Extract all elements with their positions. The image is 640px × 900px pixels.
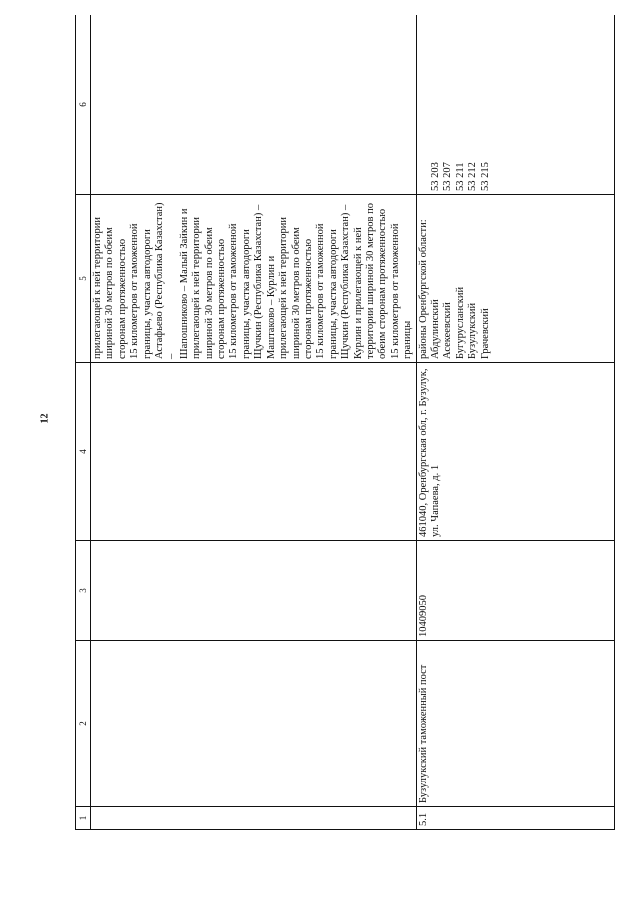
district-code: 53 203 — [429, 162, 441, 191]
header-col-2: 2 — [76, 641, 91, 807]
continuation-line: сторонам протяженностью — [302, 238, 314, 359]
continuation-line: Курлин и прилегающей к ней — [352, 227, 364, 359]
district-list — [430, 198, 492, 359]
table-wrapper — [75, 15, 615, 830]
cont-cell-4 — [91, 363, 417, 541]
continuation-text — [92, 198, 415, 359]
district-code: 53 207 — [442, 162, 454, 191]
continuation-line: сторонам протяженностью — [216, 238, 228, 359]
continuation-line: 15 километров от таможенной — [129, 223, 141, 359]
table-row — [416, 15, 614, 830]
header-col-4: 4 — [76, 363, 91, 541]
continuation-line: прилегающей к ней территории — [278, 217, 290, 359]
continuation-line: Щучкин (Республика Казахстан) – — [340, 204, 352, 359]
district-code: 53 215 — [479, 162, 491, 191]
district-code: 53 211 — [454, 162, 466, 191]
continuation-line: Шапошниково – Малый Зайкин и — [178, 208, 190, 359]
header-col-1: 1 — [76, 807, 91, 830]
district-name: Асекеевский — [442, 302, 454, 359]
page-number: 12 — [39, 413, 51, 424]
customs-table — [75, 15, 615, 830]
continuation-line: шириной 30 метров по обеим — [104, 227, 116, 359]
continuation-line: границы — [402, 320, 414, 359]
cont-cell-2 — [91, 641, 417, 807]
post-code: 10409050 — [416, 541, 614, 641]
cont-cell-6 — [91, 15, 417, 195]
header-col-5: 5 — [76, 195, 91, 363]
continuation-line: прилегающей к ней территории — [92, 217, 103, 359]
continuation-line: границы, участка автодороги — [141, 229, 153, 359]
district-name: Грачевский — [479, 308, 491, 359]
continuation-line: Щучкин (Республика Казахстан) – — [253, 204, 265, 359]
header-col-6: 6 — [76, 15, 91, 195]
district-codes — [418, 18, 492, 191]
continuation-line: обеим сторонам протяженностью — [377, 208, 389, 359]
continuation-row — [91, 15, 417, 830]
districts-cell — [416, 195, 614, 363]
district-name: Бугурусланский — [454, 286, 466, 359]
document-page — [75, 15, 615, 830]
continuation-line: границы, участка автодороги — [327, 229, 339, 359]
cont-cell-5 — [91, 195, 417, 363]
continuation-line: шириной 30 метров по обеим — [290, 227, 302, 359]
header-row — [76, 15, 91, 830]
cont-cell-1 — [91, 807, 417, 830]
continuation-line: территории шириной 30 метров по — [364, 203, 376, 359]
header-col-3: 3 — [76, 541, 91, 641]
continuation-line: 15 километров от таможенной — [228, 223, 240, 359]
continuation-line: 15 километров от таможенной — [389, 223, 401, 359]
districts-title: районы Оренбургской области: — [417, 219, 429, 359]
codes-cell — [416, 15, 614, 195]
row-number: 5.1 — [416, 807, 614, 830]
post-address: 461040, Оренбургская обл, г. Бузулук, ул. Чапаева, д. 1 — [416, 363, 614, 541]
continuation-line: шириной 30 метров по обеим — [203, 227, 215, 359]
continuation-line: 15 километров от таможенной — [315, 223, 327, 359]
continuation-line: границы, участка автодороги — [240, 229, 252, 359]
continuation-line: Маштаково – Курлин и — [265, 255, 277, 359]
continuation-line: сторонам протяженностью — [116, 238, 128, 359]
continuation-line: прилегающей к ней территории — [191, 217, 203, 359]
post-name: Бузулукский таможенный пост — [416, 641, 614, 807]
district-name: Бузулукский — [467, 302, 479, 359]
cont-cell-3 — [91, 541, 417, 641]
continuation-line: Астафьево (Республика Казахстан) – — [154, 202, 178, 359]
district-name: Абдулинский — [429, 299, 441, 359]
district-code: 53 212 — [467, 162, 479, 191]
